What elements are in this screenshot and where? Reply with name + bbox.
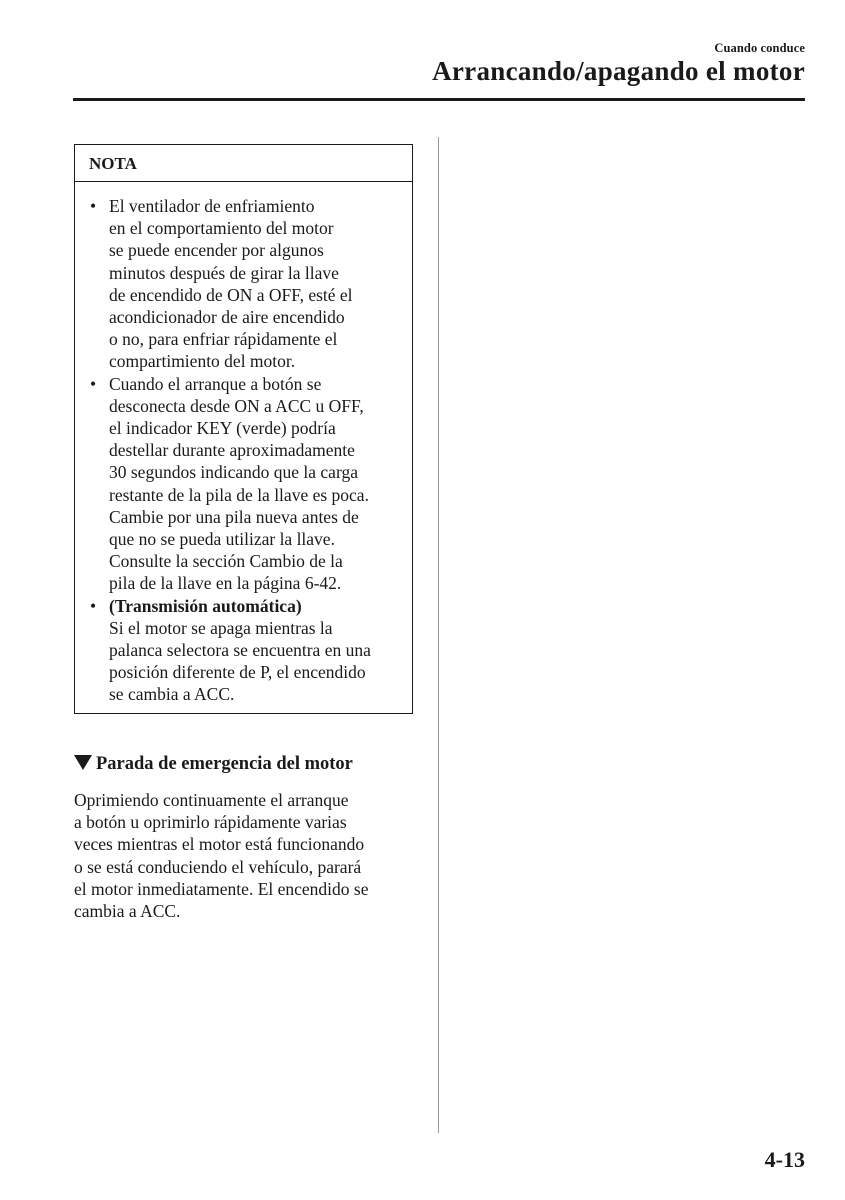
nota-list bbox=[75, 182, 412, 706]
nota-line: Consulte la sección Cambio de la bbox=[109, 551, 343, 572]
nota-line: en el comportamiento del motor bbox=[109, 218, 334, 239]
nota-item bbox=[90, 595, 406, 706]
section-body bbox=[74, 789, 368, 922]
nota-line: desconecta desde ON a ACC u OFF, bbox=[109, 395, 364, 416]
nota-line: Cuando el arranque a botón se bbox=[109, 373, 322, 394]
nota-line: restante de la pila de la llave es poca. bbox=[109, 484, 369, 505]
section-label: Cuando conduce bbox=[714, 41, 805, 55]
page-title: Arrancando/apagando el motor bbox=[432, 56, 805, 86]
body-line: a botón u oprimirlo rápidamente varias bbox=[74, 812, 347, 833]
nota-line: destellar durante aproximadamente bbox=[109, 440, 355, 461]
page-number: 4-13 bbox=[764, 1147, 805, 1172]
nota-line: acondicionador de aire encendido bbox=[109, 307, 345, 328]
nota-item bbox=[90, 195, 406, 373]
nota-line: que no se pueda utilizar la llave. bbox=[109, 529, 335, 550]
bullet-icon: • bbox=[90, 373, 97, 394]
triangle-down-icon bbox=[74, 755, 92, 770]
body-line: Oprimiendo continuamente el arranque bbox=[74, 790, 349, 810]
bullet-icon: • bbox=[90, 196, 97, 216]
nota-line: 30 segundos indicando que la carga bbox=[109, 462, 358, 483]
nota-box bbox=[74, 144, 413, 714]
nota-line: o no, para enfriar rápidamente el bbox=[109, 329, 338, 350]
nota-line: posición diferente de P, el encendido bbox=[109, 662, 366, 683]
body-line: o se está conduciendo el vehículo, parará bbox=[74, 856, 362, 877]
body-line: cambia a ACC. bbox=[74, 901, 181, 922]
column-divider bbox=[438, 137, 439, 1133]
nota-line: de encendido de ON a OFF, esté el bbox=[109, 284, 353, 305]
nota-line: El ventilador de enfriamiento bbox=[109, 196, 315, 216]
nota-item-heading: (Transmisión automática) bbox=[109, 595, 302, 616]
header-rule bbox=[73, 98, 805, 101]
nota-line: Si el motor se apaga mientras la bbox=[109, 617, 333, 638]
nota-item bbox=[90, 373, 406, 595]
nota-line: minutos después de girar la llave bbox=[109, 262, 339, 283]
section-heading-text: Parada de emergencia del motor bbox=[96, 754, 353, 774]
nota-line: se cambia a ACC. bbox=[109, 684, 235, 705]
body-line: el motor inmediatamente. El encendido se bbox=[74, 878, 369, 899]
nota-line: Cambie por una pila nueva antes de bbox=[109, 506, 359, 527]
bullet-icon: • bbox=[90, 595, 97, 616]
body-line: veces mientras el motor está funcionando bbox=[74, 834, 365, 855]
nota-line: pila de la llave en la página 6-42. bbox=[109, 573, 342, 594]
nota-line: se puede encender por algunos bbox=[109, 240, 324, 261]
nota-line: el indicador KEY (verde) podría bbox=[109, 418, 336, 439]
nota-line: palanca selectora se encuentra en una bbox=[109, 640, 371, 661]
section-heading bbox=[74, 754, 353, 775]
nota-label: NOTA bbox=[75, 145, 412, 182]
nota-line: compartimiento del motor. bbox=[109, 351, 296, 372]
